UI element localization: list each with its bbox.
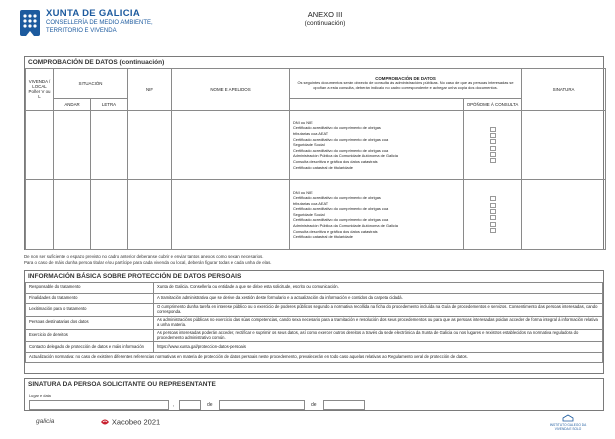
xacobeo-icon [100, 417, 110, 427]
checkbox[interactable] [490, 228, 496, 233]
org-subtitle-line2: TERRITORIO E VIVENDA [46, 28, 117, 34]
col-documents-blank [290, 99, 464, 111]
instructions-note: De non ser suficiente o espazo previsto no cadro anterior deberanse cubrir e enviar tantos anexos como sexan necesarios. Para o caso de máis dunha persoa titular e/ou partícipe para cada vivenda ou local, deberán figurar todas e cada unha de elas. [24, 254, 272, 265]
xacobeo-logo: Xacobeo 2021 [100, 417, 160, 427]
section-title: INFORMACIÓN BÁSICA SOBRE PROTECCIÓN DE DATOS PERSOAIS [28, 273, 242, 280]
documents-list: DNI ou NIE Certificado acreditativo do cumprimento de obrigas tributarias coa AEAT Certificado acreditativo do cumprimento de obrigas coa Seguridade Social Certificado acreditativo do cumprimento de obrigas coa Administración Pública da Comunidade Autónoma de Galicia Consulta descritiva e gráfica dos datos catastrais Certificado catastral de titularidade [290, 180, 464, 250]
org-title: XUNTA DE GALICIA [46, 8, 140, 19]
year-input[interactable] [323, 400, 365, 410]
documents-list: DNI ou NIE Certificado acreditativo do cumprimento de obrigas tributarias coa AEAT Certificado acreditativo do cumprimento de obrigas coa Seguridade Social Certificado acreditativo do cumprimento de obrigas coa Administración Pública da Comunidade Autónoma de Galicia Consulta descritiva e gráfica dos datos catastrais Certificado catastral de titularidade [290, 110, 464, 180]
verification-table [25, 68, 606, 250]
andar-cell[interactable] [54, 110, 91, 180]
checkbox[interactable] [490, 196, 496, 201]
house-icon [562, 414, 574, 422]
vivenda-cell[interactable] [26, 180, 54, 250]
table-row [26, 180, 606, 250]
col-andar: ANDAR [54, 99, 91, 111]
col-vivenda: VIVENDA / LOCAL Poñer V ou L [26, 69, 54, 111]
checkbox[interactable] [490, 215, 496, 220]
checkbox[interactable] [490, 139, 496, 144]
checkbox[interactable] [490, 222, 496, 227]
nif-cell[interactable] [128, 110, 172, 180]
data-verification-section [24, 56, 604, 250]
place-date-label: Lugar e data [29, 393, 51, 398]
annex-title: ANEXO III [307, 10, 343, 19]
table-row: Finalidades do tratamento A tramitación administrativa que se derive da xestión deste formulario e a actualización da información e contidos da carpeta cidadá. [26, 293, 603, 304]
andar-cell[interactable] [54, 180, 91, 250]
org-subtitle-line1: CONSELLERÍA DE MEDIO AMBIENTE, [46, 20, 153, 26]
checkbox[interactable] [490, 133, 496, 138]
galicia-logo: galicia [36, 418, 55, 425]
month-input[interactable] [219, 400, 305, 410]
table-row: Persoas destinatarias dos datos As administracións públicas no exercicio das súas competencias, cando sexa necesario para a tramitación e resolución dos seus procedementos ou para que as persoas interesadas poidan acceder de forma integral á información relativa a unha materia. [26, 316, 603, 329]
col-sinatura: SINATURA [522, 69, 606, 111]
col-situacion: SITUACIÓN [54, 69, 128, 99]
table-row: Exercicio de dereitos As persoas interesadas poderán acceder, rectificar e suprimir os seus datos, así como exercer outros dereitos a través da sede electrónica da Xunta de Galicia ou nos lugares e rexistros establecidos na normativa reguladora do procedemento administrativo común. [26, 329, 603, 342]
header-row [26, 69, 606, 99]
data-protection-table [25, 282, 603, 363]
table-row: Lexitimación para o tratamento O cumprimento dunha tarefa en interese público ou o exercicio de poderes públicos segundo a normativa recollida na ficha do procedemento incluída na Guía de procedementos e servizos. Consentimento das persoas interesadas, cando corresponda. [26, 304, 603, 317]
sinatura-cell[interactable] [522, 180, 606, 250]
signature-section: SINATURA DA PERSOA SOLICITANTE OU REPRESENTANTE Lugar e data , de de [24, 378, 604, 411]
subheader-row [26, 99, 606, 111]
table-row: Actualización normativa: no caso de existiren diferentes referencias normativas en materia de protección de datos persoais neste procedemento, prevalecerán en todo caso aquelas relativas ao Regulamento xeral de protección de datos. [26, 352, 603, 363]
opposition-checkboxes [464, 110, 522, 180]
data-protection-section [24, 270, 604, 374]
annex-heading [260, 10, 390, 27]
sinatura-cell[interactable] [522, 110, 606, 180]
table-row [26, 110, 606, 180]
col-oposicion: OPÓÑOME Á CONSULTA [464, 99, 522, 111]
letra-cell[interactable] [91, 180, 128, 250]
col-comprobacion: COMPROBACIÓN DE DATOS Os seguintes documentos serán obxecto de consulta ás administracións públicas. No caso de que as persoas interesadas se opoñan a esta consulta, deberán indicalo no cadro correspondente e achegar unha copia dos documentos. [290, 69, 522, 99]
nome-cell[interactable] [172, 110, 290, 180]
checkbox[interactable] [490, 158, 496, 163]
section-title: SINATURA DA PERSOA SOLICITANTE OU REPRESENTANTE [28, 381, 216, 388]
table-row: Responsable do tratamento Xunta de Galicia. Consellería ou entidade a que se dirixe esta solicitude, escrito ou comunicación. [26, 283, 603, 294]
col-letra: LETRA [91, 99, 128, 111]
organization-block [46, 8, 206, 35]
nome-cell[interactable] [172, 180, 290, 250]
section-title: COMPROBACIÓN DE DATOS (continuación) [28, 59, 165, 66]
table-row: Contacto delegado de protección de datos e máis información https://www.xunta.gal/proteccion-datos-persoais [26, 342, 603, 353]
col-nome: NOME E APELIDOS [172, 69, 290, 111]
annex-subtitle: (continuación) [304, 20, 346, 27]
checkbox[interactable] [490, 152, 496, 157]
xunta-logo-icon [18, 8, 42, 42]
vivenda-cell[interactable] [26, 110, 54, 180]
place-input[interactable] [29, 400, 169, 410]
page-header [10, 6, 608, 52]
col-nif: NIF [128, 69, 172, 111]
nif-cell[interactable] [128, 180, 172, 250]
checkbox[interactable] [490, 209, 496, 214]
checkbox[interactable] [490, 146, 496, 151]
instituto-logo: INSTITUTO GALEGO DA VIVENDA E SOLO [548, 414, 588, 431]
letra-cell[interactable] [91, 110, 128, 180]
opposition-checkboxes [464, 180, 522, 250]
checkbox[interactable] [490, 127, 496, 132]
day-input[interactable] [179, 400, 201, 410]
checkbox[interactable] [490, 203, 496, 208]
